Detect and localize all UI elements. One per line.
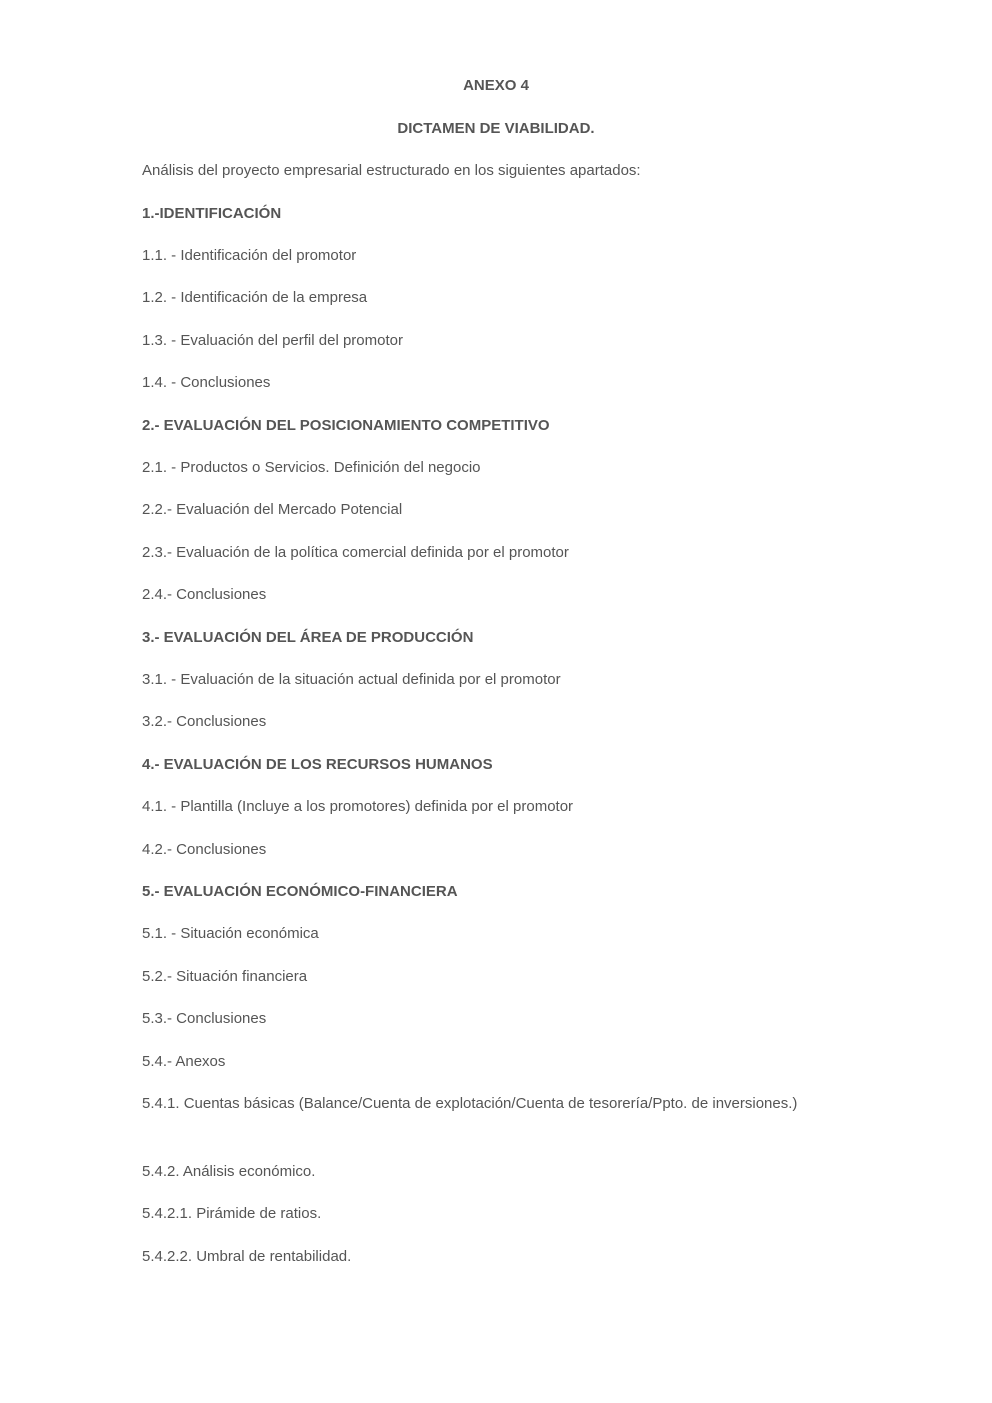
list-item: 5.4.1. Cuentas básicas (Balance/Cuenta de explotación/Cuenta de tesorería/Ppto. de inversiones.) bbox=[142, 1095, 798, 1112]
list-item: 2.3.- Evaluación de la política comercial definida por el promotor bbox=[142, 544, 569, 561]
list-item: 1.2. - Identificación de la empresa bbox=[142, 289, 368, 306]
list-item: 4.2.- Conclusiones bbox=[142, 841, 267, 858]
document-title: ANEXO 4 bbox=[463, 77, 529, 94]
list-item: 5.4.2.1. Pirámide de ratios. bbox=[142, 1205, 322, 1222]
list-item: 1.4. - Conclusiones bbox=[142, 374, 271, 391]
document-subtitle: DICTAMEN DE VIABILIDAD. bbox=[397, 120, 595, 137]
list-item: 1.1. - Identificación del promotor bbox=[142, 247, 357, 264]
list-item: 5.2.- Situación financiera bbox=[142, 968, 308, 985]
list-item: 5.4.2.2. Umbral de rentabilidad. bbox=[142, 1248, 352, 1265]
list-item: 5.4.- Anexos bbox=[142, 1053, 226, 1070]
list-item: 3.2.- Conclusiones bbox=[142, 713, 267, 730]
intro-paragraph: Análisis del proyecto empresarial estructurado en los siguientes apartados: bbox=[142, 162, 641, 179]
list-item: 2.4.- Conclusiones bbox=[142, 586, 267, 603]
section-heading-5: 5.- EVALUACIÓN ECONÓMICO-FINANCIERA bbox=[142, 883, 458, 900]
list-item: 1.3. - Evaluación del perfil del promotor bbox=[142, 332, 403, 349]
section-heading-4: 4.- EVALUACIÓN DE LOS RECURSOS HUMANOS bbox=[142, 756, 493, 773]
section-heading-1: 1.-IDENTIFICACIÓN bbox=[142, 205, 282, 222]
list-item: 2.2.- Evaluación del Mercado Potencial bbox=[142, 501, 403, 518]
list-item: 2.1. - Productos o Servicios. Definición del negocio bbox=[142, 459, 481, 476]
section-heading-2: 2.- EVALUACIÓN DEL POSICIONAMIENTO COMPETITIVO bbox=[142, 417, 550, 434]
section-heading-3: 3.- EVALUACIÓN DEL ÁREA DE PRODUCCIÓN bbox=[142, 629, 474, 646]
list-item: 4.1. - Plantilla (Incluye a los promotores) definida por el promotor bbox=[142, 798, 574, 815]
list-item: 5.1. - Situación económica bbox=[142, 925, 319, 942]
list-item: 3.1. - Evaluación de la situación actual definida por el promotor bbox=[142, 671, 561, 688]
list-item: 5.3.- Conclusiones bbox=[142, 1010, 267, 1027]
list-item: 5.4.2. Análisis económico. bbox=[142, 1163, 316, 1180]
